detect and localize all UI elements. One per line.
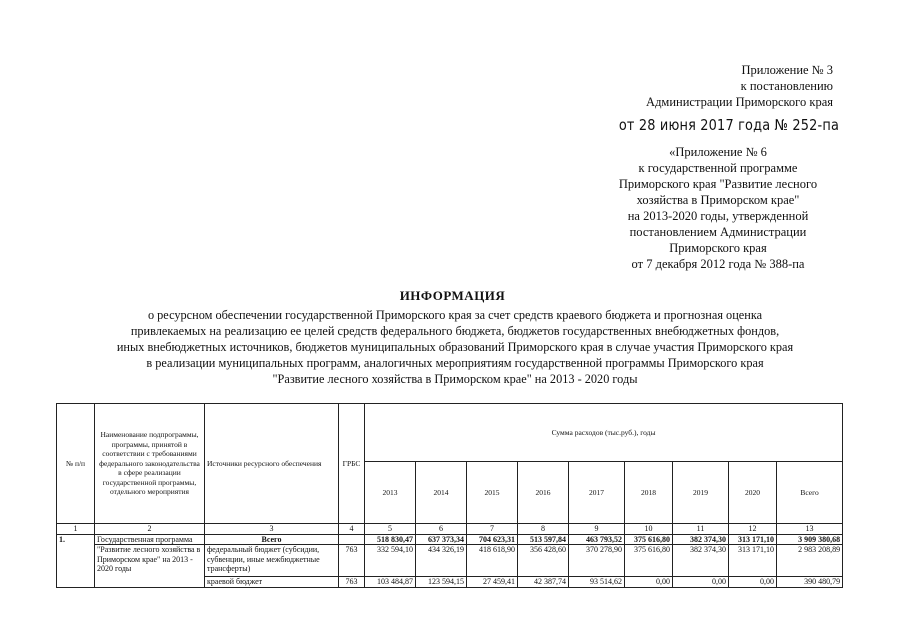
value-cell: 637 373,34 (416, 534, 467, 545)
appendix-line: постановлением Администрации (629, 225, 807, 239)
grbs-cell: 763 (339, 545, 365, 577)
column-number: 3 (205, 524, 339, 535)
header-year: 2013 (365, 462, 416, 524)
appendix-line: от 7 декабря 2012 года № 388-па (631, 257, 805, 271)
header-year: 2017 (569, 462, 625, 524)
appendix-line: Приложение № 3 (741, 63, 833, 77)
program-appendix-header (603, 144, 833, 272)
value-cell: 518 830,47 (365, 534, 416, 545)
value-cell: 418 618,90 (467, 545, 518, 577)
header-year: 2016 (518, 462, 569, 524)
program-name: Государственная программа (95, 534, 205, 545)
column-number: 7 (467, 524, 518, 535)
row-number: 1. (57, 534, 95, 587)
column-number: 8 (518, 524, 569, 535)
table-row (57, 534, 843, 545)
value-cell: 313 171,10 (729, 534, 777, 545)
value-cell: 390 480,79 (777, 577, 843, 588)
subtitle-line: о ресурсном обеспечении государственной Приморского края за счет средств краевого бюджета и прогнозная оценка (147, 308, 763, 322)
source-cell: федеральный бюджет (субсидии, субвенции, иные межбюджетные трансферты) (205, 545, 339, 577)
column-number: 11 (673, 524, 729, 535)
value-cell: 2 983 208,89 (777, 545, 843, 577)
header-year: 2019 (673, 462, 729, 524)
subtitle-line: привлекаемых на реализацию ее целей средств федерального бюджета, бюджетов государственных внебюджетных фондов, (130, 324, 780, 338)
appendix-line: «Приложение № 6 (669, 145, 767, 159)
source-cell: Всего (205, 534, 339, 545)
value-cell: 123 594,15 (416, 577, 467, 588)
value-cell: 93 514,62 (569, 577, 625, 588)
value-cell: 3 909 380,68 (777, 534, 843, 545)
appendix-line: к государственной программе (638, 161, 798, 175)
value-cell: 382 374,30 (673, 534, 729, 545)
column-number: 6 (416, 524, 467, 535)
value-cell: 375 616,80 (625, 534, 673, 545)
column-number: 5 (365, 524, 416, 535)
column-number: 2 (95, 524, 205, 535)
value-cell: 42 387,74 (518, 577, 569, 588)
value-cell: 356 428,60 (518, 545, 569, 577)
header-year: 2018 (625, 462, 673, 524)
appendix-line: к постановлению (740, 79, 833, 93)
column-number: 4 (339, 524, 365, 535)
value-cell: 382 374,30 (673, 545, 729, 577)
column-number: 9 (569, 524, 625, 535)
header-name: Наименование подпрограммы, программы, принятой в соответствии с требованиями федерального законодательства в сфере реализации государственной программы, отдельного мероприятия (95, 404, 205, 524)
value-cell: 513 597,84 (518, 534, 569, 545)
header-year: 2020 (729, 462, 777, 524)
header-source: Источники ресурсного обеспечения (205, 404, 339, 524)
subtitle-line: иных внебюджетных источников, бюджетов муниципальных образований Приморского края в случае участия Приморского края (116, 340, 794, 354)
column-number: 10 (625, 524, 673, 535)
appendix-line: хозяйства в Приморском крае" (636, 193, 800, 207)
resource-table (56, 403, 843, 588)
grbs-cell: 763 (339, 577, 365, 588)
header-grbs: ГРБС (339, 404, 365, 524)
source-cell: краевой бюджет (205, 577, 339, 588)
decree-date-number: от 28 июня 2017 года № 252-па (618, 116, 839, 134)
program-name: "Развитие лесного хозяйства в Приморском крае" на 2013 - 2020 годы (95, 545, 205, 588)
value-cell: 332 594,10 (365, 545, 416, 577)
header-sum: Сумма расходов (тыс.руб.), годы (365, 404, 843, 462)
subtitle-line: "Развитие лесного хозяйства в Приморском крае" на 2013 - 2020 годы (272, 372, 638, 386)
column-number-row (57, 524, 843, 535)
value-cell: 0,00 (673, 577, 729, 588)
appendix-header (633, 62, 833, 110)
header-year: 2014 (416, 462, 467, 524)
header-total: Всего (777, 462, 843, 524)
header-year: 2015 (467, 462, 518, 524)
appendix-line: Приморского края (669, 241, 767, 255)
table-row (57, 545, 843, 577)
value-cell: 0,00 (729, 577, 777, 588)
subtitle-line: в реализации муниципальных программ, аналогичных мероприятиям государственной программы Приморского края (146, 356, 764, 370)
value-cell: 313 171,10 (729, 545, 777, 577)
grbs-cell (339, 534, 365, 545)
appendix-line: Приморского края "Развитие лесного (618, 177, 818, 191)
value-cell: 103 484,87 (365, 577, 416, 588)
header-num: № п/п (57, 404, 95, 524)
value-cell: 27 459,41 (467, 577, 518, 588)
document-title: ИНФОРМАЦИЯ (399, 288, 506, 303)
value-cell: 704 623,31 (467, 534, 518, 545)
value-cell: 463 793,52 (569, 534, 625, 545)
value-cell: 434 326,19 (416, 545, 467, 577)
value-cell: 370 278,90 (569, 545, 625, 577)
value-cell: 0,00 (625, 577, 673, 588)
column-number: 1 (57, 524, 95, 535)
value-cell: 375 616,80 (625, 545, 673, 577)
appendix-line: на 2013-2020 годы, утвержденной (627, 209, 809, 223)
document-subtitle (60, 307, 850, 387)
column-number: 13 (777, 524, 843, 535)
appendix-line: Администрации Приморского края (646, 95, 833, 109)
column-number: 12 (729, 524, 777, 535)
